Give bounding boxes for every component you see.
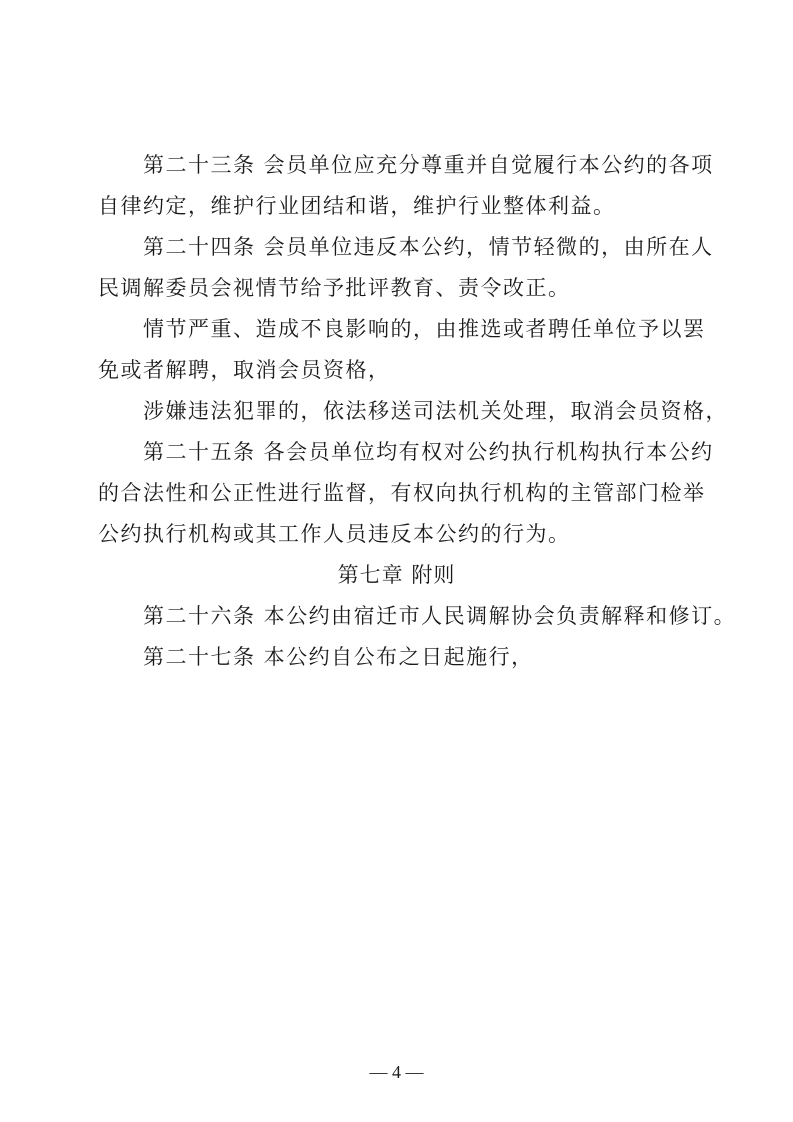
para-24-line-1: 第二十四条 会员单位违反本公约，情节轻微的，由所在人 xyxy=(143,235,714,259)
para-25-line-2: 的合法性和公正性进行监督，有权向执行机构的主管部门检举 xyxy=(98,481,706,505)
para-25-line-1: 第二十五条 各会员单位均有权对公约执行机构执行本公约 xyxy=(143,440,714,464)
para-24-line-2: 民调解委员会视情节给予批评教育、责令改正。 xyxy=(98,276,571,300)
para-23-line-1: 第二十三条 会员单位应充分尊重并自觉履行本公约的各项 xyxy=(143,153,714,177)
para-23-line-2: 自律约定，维护行业团结和谐，维护行业整体利益。 xyxy=(98,194,616,218)
para-crime-line-1: 涉嫌违法犯罪的，依法移送司法机关处理，取消会员资格， xyxy=(143,399,728,423)
para-severe-line-2: 免或者解聘，取消会员资格， xyxy=(98,358,391,382)
para-25-line-3: 公约执行机构或其工作人员违反本公约的行为。 xyxy=(98,522,571,546)
article-27: 第二十七条 本公约自公布之日起施行， xyxy=(143,645,534,669)
chapter-heading: 第七章 附则 xyxy=(337,563,456,587)
page-number: — 4 — xyxy=(369,1062,424,1082)
article-26: 第二十六条 本公约由宿迁市人民调解协会负责解释和修订。 xyxy=(143,604,737,628)
para-severe-line-1: 情节严重、造成不良影响的，由推选或者聘任单位予以罢 xyxy=(143,317,706,341)
